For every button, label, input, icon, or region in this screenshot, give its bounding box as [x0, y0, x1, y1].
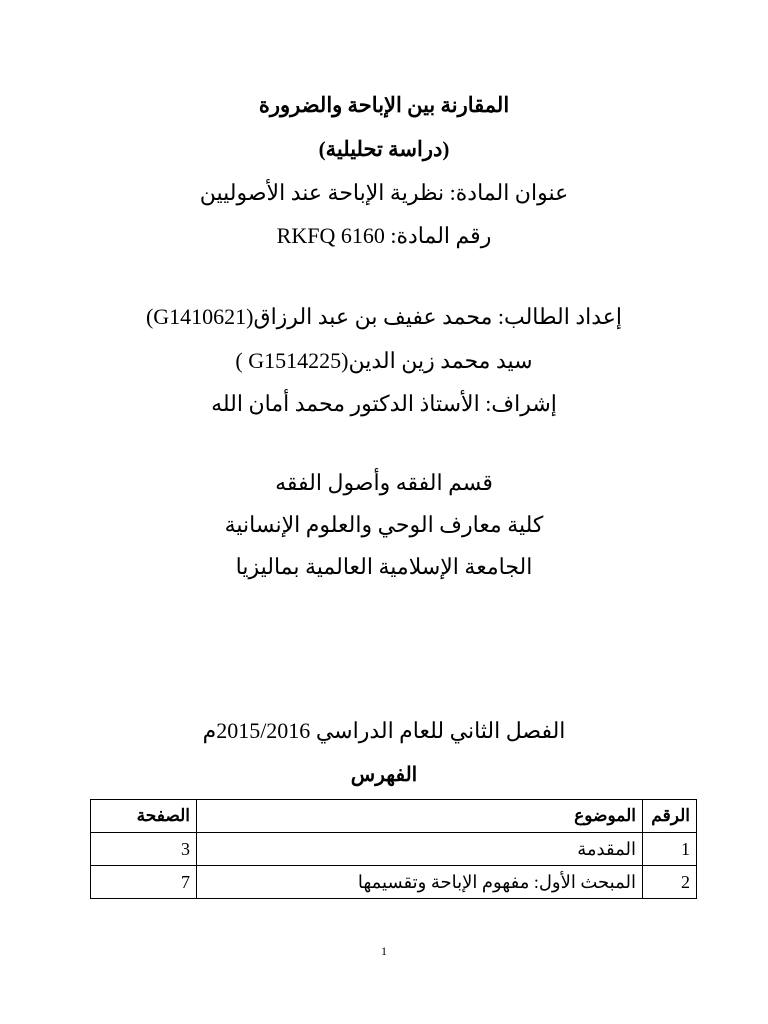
table-row [91, 833, 697, 866]
row-topic: المبحث الأول: مفهوم الإباحة وتقسيمها [197, 866, 643, 899]
row-number: 1 [643, 833, 697, 866]
faculty: كلية معارف الوحي والعلوم الإنسانية [224, 512, 544, 537]
header-page: الصفحة [91, 800, 197, 833]
table-of-contents [90, 799, 697, 899]
document-subtitle: (دراسة تحليلية) [318, 137, 450, 161]
supervisor: إشراف: الأستاذ الدكتور محمد أمان الله [211, 391, 557, 416]
row-page: 3 [91, 833, 197, 866]
page-number: 1 [381, 944, 387, 958]
header-topic: الموضوع [197, 800, 643, 833]
row-number: 2 [643, 866, 697, 899]
semester: الفصل الثاني للعام الدراسي 2015/2016م [202, 718, 566, 743]
row-page: 7 [91, 866, 197, 899]
university: الجامعة الإسلامية العالمية بماليزيا [235, 554, 533, 579]
course-title: عنوان المادة: نظرية الإباحة عند الأصوليين [199, 180, 569, 205]
header-number: الرقم [643, 800, 697, 833]
table-header-row [91, 800, 697, 833]
department: قسم الفقه وأصول الفقه [275, 470, 493, 495]
course-code: رقم المادة: RKFQ 6160 [276, 223, 492, 248]
document-title: المقارنة بين الإباحة والضرورة [258, 93, 510, 117]
index-heading: الفهرس [350, 764, 418, 786]
row-topic: المقدمة [197, 833, 643, 866]
second-student: سيد محمد زين الدين(G1514225 ) [235, 348, 533, 373]
table-row [91, 866, 697, 899]
prepared-by: إعداد الطالب: محمد عفيف بن عبد الرزاق(G1410621) [145, 304, 623, 329]
